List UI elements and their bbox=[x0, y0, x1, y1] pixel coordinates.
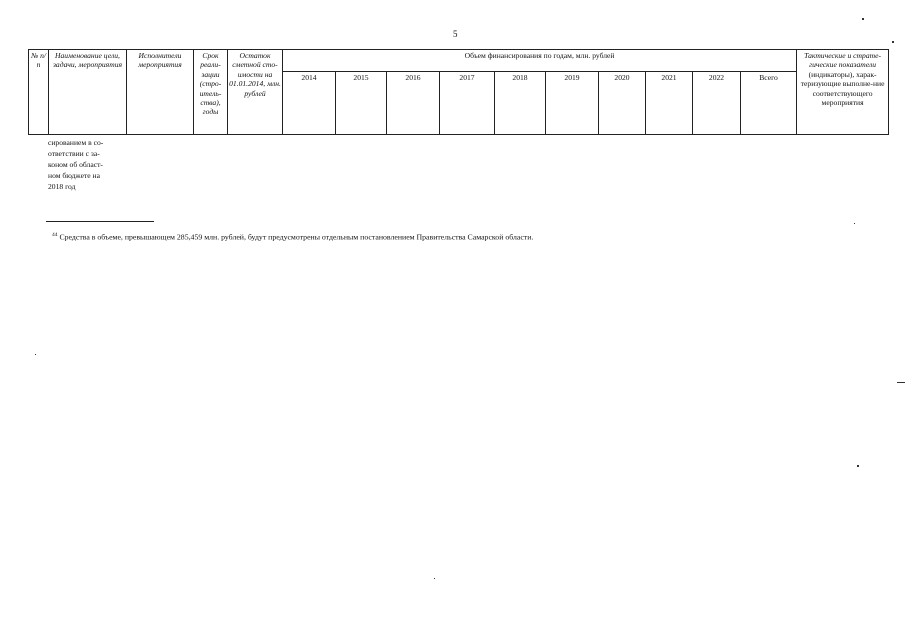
scan-speck bbox=[35, 354, 36, 355]
scan-speck bbox=[897, 382, 905, 383]
header-num: № п/п bbox=[29, 50, 49, 135]
header-indicators-top: Тактические и страте-гические показатели bbox=[804, 51, 882, 70]
scan-speck bbox=[434, 578, 435, 579]
scan-speck bbox=[892, 41, 894, 43]
year-2020: 2020 bbox=[599, 72, 646, 135]
year-2015: 2015 bbox=[336, 72, 387, 135]
header-indicators-rest: (индикаторы), харак-теризующие выполне-ние соответствующего мероприятия bbox=[800, 69, 885, 108]
year-2014: 2014 bbox=[283, 72, 336, 135]
header-financing: Объем финансирования по годам, млн. рублей bbox=[283, 50, 797, 72]
financing-table bbox=[28, 49, 889, 135]
year-2021: 2021 bbox=[646, 72, 693, 135]
year-2017: 2017 bbox=[440, 72, 495, 135]
header-executors: Исполнители мероприятия bbox=[127, 50, 194, 135]
year-2019: 2019 bbox=[546, 72, 599, 135]
scan-speck bbox=[862, 18, 864, 20]
footnote-mark: 44 bbox=[52, 232, 58, 238]
footnote-text: Средства в объеме, превышающем 285,459 млн. рублей, будут предусмотрены отдельным постановлением Правительства Самарской области. bbox=[59, 232, 534, 242]
header-name: Наименование цели, задачи, мероприятия bbox=[49, 50, 127, 135]
page-number: 5 bbox=[453, 29, 458, 39]
header-remainder: Остаток сметной сто-имости на 01.01.2014, млн. рублей bbox=[228, 50, 283, 135]
continuation-text: сированием в со- ответствии с за- коном об област- ном бюджете на 2018 год bbox=[48, 138, 104, 191]
year-total: Всего bbox=[741, 72, 797, 135]
year-2016: 2016 bbox=[387, 72, 440, 135]
year-2022: 2022 bbox=[693, 72, 741, 135]
scan-speck bbox=[854, 223, 855, 224]
header-indicators bbox=[797, 50, 889, 135]
header-term: Срок реали-зации (стро-итель-ства), годы bbox=[194, 50, 228, 135]
year-2018: 2018 bbox=[495, 72, 546, 135]
footnote bbox=[52, 232, 533, 242]
footnote-separator bbox=[46, 221, 154, 222]
scan-speck bbox=[857, 465, 859, 467]
